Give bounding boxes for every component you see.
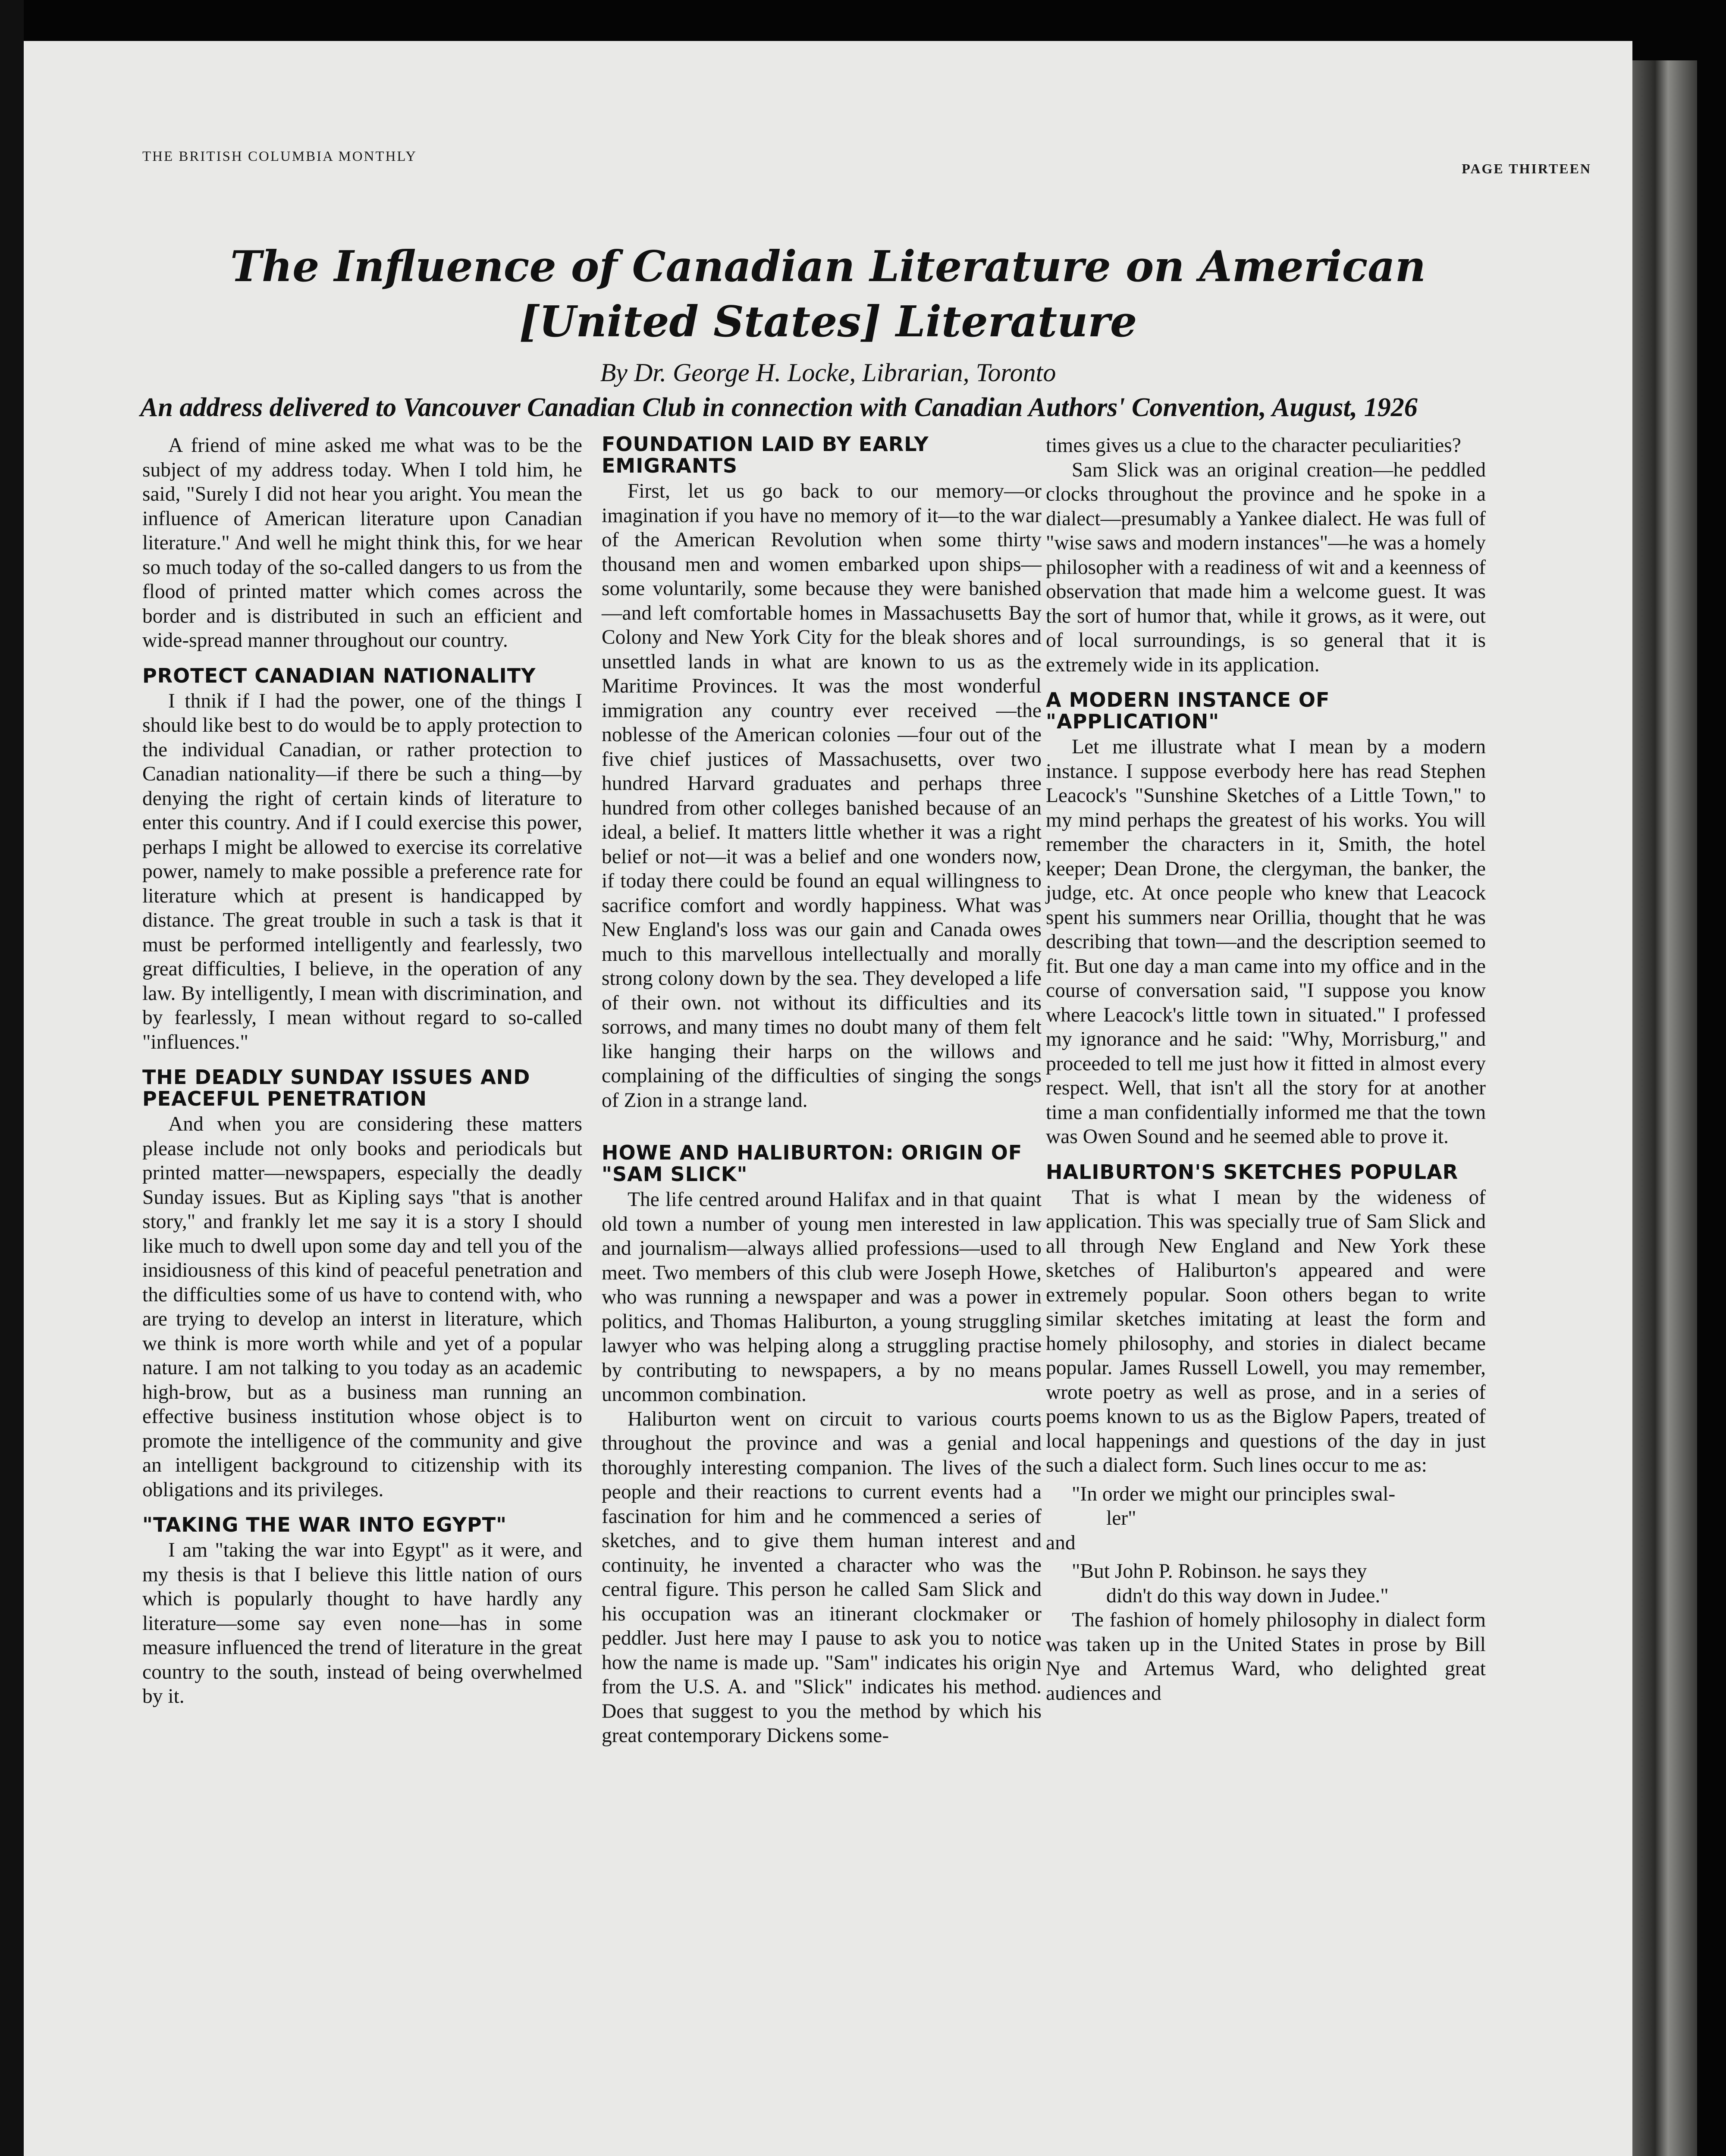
spacer bbox=[602, 1112, 1042, 1130]
paragraph: I thnik if I had the power, one of the things I should like best to do would be to apply protection to the individual Canadian, or rather protection to Canadian nationality—if there be such a thing—by denying the right of certain kinds of literature to enter this country. And if I could exercise this power, perhaps I might be allowed to exercise its correlative power, namely to make possible a preference rate for literature which at present is handicapped by distance. The great trouble in such a task is that it must be performed intelligently and fearlessly, two great difficulties, I believe, in the operation of any law. By intelligently, I mean with discrimination, and by fearlessly, I mean without regard to so-called "influences." bbox=[142, 689, 582, 1053]
verse-line: "In order we might our principles swal- bbox=[1072, 1482, 1396, 1505]
title-line-2: [United States] Literature bbox=[519, 297, 1137, 347]
paragraph: The fashion of homely philosophy in dialect form was taken up in the United States in prose by Bill Nye and Artemus Ward, who delighted great audiences and bbox=[1046, 1609, 1486, 1705]
section-heading: THE DEADLY SUNDAY ISSUES AND PEACEFUL PENETRATION bbox=[142, 1065, 530, 1110]
column-3 bbox=[1046, 433, 1486, 1705]
paragraph: First, let us go back to our memory—or imagination if you have no memory of it—to the war of the American Revolution when some thirty thousand men and women embarked upon ships—some voluntarily, some because they were banished —and left comfortable homes in Massachusetts Bay Colony and New York City for the bleak shores and unsettled lands in what are known to us as the Maritime Provinces. It was the most wonderful immigration any country ever received —the noblesse of the American colonies —four out of the five chief justices of Massachusetts, over two hundred Harvard graduates and perhaps three hundred from other colleges banished because of an ideal, a belief. It matters little whether it was a right belief or not—it was a belief and one wonders now, if today there could be found an equal willingness to sacrifice comfort and wordly happiness. What was New England's loss was our gain and Canada owes much to this marvellous intellectually and morally strong colony down by the sea. They developed a life of their own. not without its difficulties and its sorrows, and many times no doubt many of them felt like hanging their harps on the willows and complaining of the difficulties of singing the songs of Zion in a strange land. bbox=[602, 480, 1042, 1112]
section-heading: FOUNDATION LAID BY EARLY EMIGRANTS bbox=[602, 432, 929, 477]
verse-line: ler" bbox=[1106, 1507, 1136, 1529]
paragraph: Sam Slick was an original creation—he peddled clocks throughout the province and he spoke in a dialect—presumably a Yankee dialect. He was full of "wise saws and modern instances"—he was a homely philosopher with a readiness of wit and a keenness of observation that made him a welcome guest. It was the sort of humor that, while it grows, as it were, out of local surroundings, is so general that it is extremely wide in its application. bbox=[1046, 458, 1486, 676]
paragraph: Let me illustrate what I mean by a modern instance. I suppose everbody here has read Stephen Leacock's "Sunshine Sketches of a Little Town," to my mind perhaps the greatest of his works. You will remember the characters in it, Smith, the hotel keeper; Dean Drone, the clergyman, the banker, the judge, etc. At once people who knew that Leacock spent his summers near Orillia, thought that he was describing that town—and the description seemed to fit. But one day a man came into my office and in the course of conversation said, "I suppose you know where Leacock's little town in situated." I professed my ignorance and he said: "Why, Morrisburg," and proceeded to tell me just how it fitted in almost every respect. Well, that isn't all the story for at another time a man confidentially informed me that the town was Owen Sound and he seemed able to prove it. bbox=[1046, 736, 1486, 1148]
article-subtitle: An address delivered to Vancouver Canadian Club in connection with Canadian Authors' Convention, August, 1926 bbox=[140, 393, 1418, 422]
left-page-edge bbox=[0, 0, 24, 2156]
magazine-name: THE BRITISH COLUMBIA MONTHLY bbox=[142, 149, 417, 164]
section-heading: "TAKING THE WAR INTO EGYPT" bbox=[142, 1513, 507, 1536]
paragraph: A friend of mine asked me what was to be the subject of my address today. When I told him, he said, "Surely I did not hear you aright. You mean the influence of American literature upon Canadian literature." And well he might think this, for we hear so much today of the so-called dangers to us from the flood of printed matter which comes across the border and is distributed in such an efficient and wide-spread manner throughout our country. bbox=[142, 434, 582, 652]
paragraph: That is what I mean by the wideness of application. This was specially true of Sam Slick and all through New England and New York these sketches of Haliburton's appeared and were extremely popular. Soon others began to write similar sketches imitating at least the form and homely philosophy, and stories in dialect became popular. James Russell Lowell, you may remember, wrote poetry as well as prose, and in a series of poems known to us as the Biglow Papers, treated of local happenings and questions of the day in just such a dialect form. Such lines occur to me as: bbox=[1046, 1186, 1486, 1476]
paragraph: The life centred around Halifax and in that quaint old town a number of young men interested in law and journalism—always allied professions—used to meet. Two members of this club were Joseph Howe, who was running a newspaper and was a power in politics, and Thomas Haliburton, a young struggling lawyer who was helping along a struggling practise by contributing to newspapers, a by no means uncommon combination. bbox=[602, 1188, 1042, 1406]
verse-line: "But John P. Robinson. he says they bbox=[1072, 1560, 1367, 1583]
section-heading: HALIBURTON'S SKETCHES POPULAR bbox=[1046, 1160, 1459, 1184]
paragraph: times gives us a clue to the character peculiarities? bbox=[1046, 434, 1461, 457]
magazine-page bbox=[24, 41, 1632, 2156]
paragraph: Haliburton went on circuit to various courts throughout the province and was a genial and thoroughly interesting companion. The lives of the people and their reactions to current events had a fascination for him and he commenced a series of sketches, and to give them human interest and continuity, he invented a character who was the central figure. This person he called Sam Slick and his occupation was an itinerant clockmaker or peddler. Just here may I pause to ask you to notice how the name is made up. "Sam" indicates his origin from the U.S. A. and "Slick" indicates his method. Does that suggest to you the method by which his great contemporary Dickens some- bbox=[602, 1407, 1042, 1747]
paragraph: And when you are considering these matters please include not only books and periodicals but printed matter—newspapers, especially the deadly Sunday issues. But as Kipling says "that is another story," and frankly let me say it is a story I should like much to dwell upon some day and tell you of the insidiousness of this kind of peaceful penetration and the difficulties some of us have to contend with, who are trying to develop an interst in literature, which we think is more worth while and yet of a popular nature. I am not talking to you today as an academic high-brow, but as a business man running an effective business institution whose object is to promote the intelligence of the community and give an intelligent background to citizenship with its obligations and its privileges. bbox=[142, 1113, 582, 1501]
section-heading: HOWE AND HALIBURTON: ORIGIN OF "SAM SLICK" bbox=[602, 1141, 1023, 1186]
paragraph: I am "taking the war into Egypt" as it were, and my thesis is that I believe this little nation of ours which is popularly thought to have hardly any literature—some say even none—has in some measure influenced the trend of literature in the great country to the south, instead of being overwhelmed by it. bbox=[142, 1539, 582, 1708]
article-title bbox=[88, 239, 1568, 350]
binding-fold bbox=[1632, 60, 1697, 2156]
verse-line: didn't do this way down in Judee." bbox=[1106, 1584, 1389, 1607]
article-byline: By Dr. George H. Locke, Librarian, Toronto bbox=[600, 358, 1056, 387]
section-heading: PROTECT CANADIAN NATIONALITY bbox=[142, 664, 536, 687]
column-1 bbox=[142, 433, 582, 1709]
title-line-1: The Influence of Canadian Literature on American bbox=[230, 242, 1426, 291]
column-2 bbox=[602, 433, 1042, 1748]
section-heading: A MODERN INSTANCE OF "APPLICATION" bbox=[1046, 688, 1330, 733]
verse-connector: and bbox=[1046, 1531, 1076, 1554]
page-number: PAGE THIRTEEN bbox=[1462, 161, 1591, 176]
